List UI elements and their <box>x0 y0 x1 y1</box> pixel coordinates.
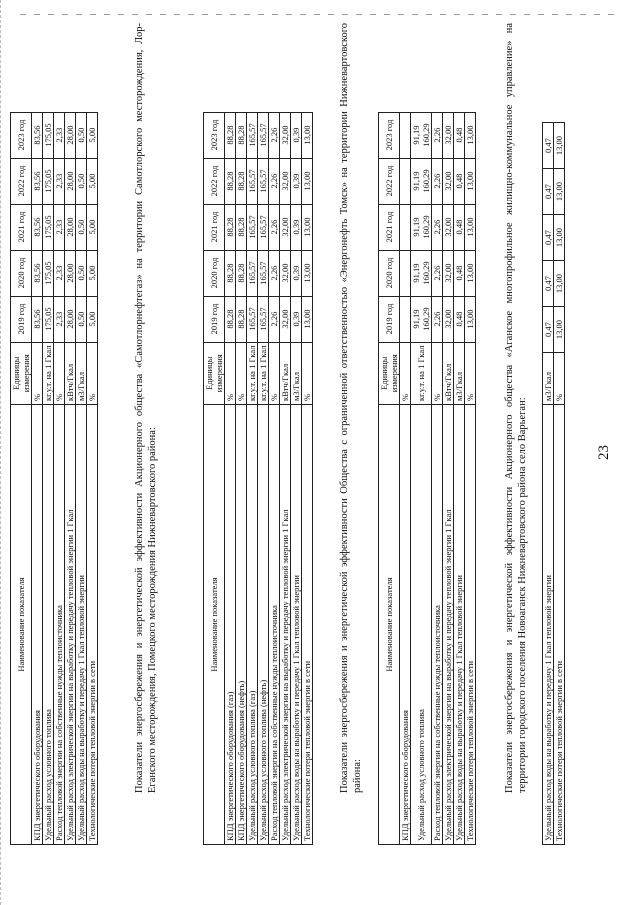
indicator-value: 165,57 <box>258 158 269 204</box>
indicator-value: 0,48 <box>454 112 465 158</box>
indicator-value: 2,33 <box>54 158 65 204</box>
indicator-value <box>400 250 411 296</box>
indicator-value: 13,00 <box>465 204 476 250</box>
indicator-value: 13,00 <box>554 169 565 215</box>
page-number: 23 <box>596 445 612 460</box>
indicator-value: 165,57 <box>247 250 258 296</box>
table-row <box>291 112 302 844</box>
indicator-name: Удельный расход электрической энергии на выработку и передачу тепловой энергии 1 Гкал <box>65 405 76 845</box>
indicator-value: 13,00 <box>554 261 565 307</box>
indicator-value <box>400 112 411 158</box>
binding-margin <box>20 14 620 15</box>
indicator-value: 0,48 <box>454 250 465 296</box>
indicator-value: 13,00 <box>554 215 565 261</box>
column-header-year: 2023 год <box>204 112 225 158</box>
indicator-unit: % <box>432 342 443 404</box>
table-header-row <box>379 112 400 844</box>
indicator-value: 165,57 <box>258 112 269 158</box>
column-header-unit: Единицы измерения <box>11 342 32 404</box>
indicator-value: 88,28 <box>236 112 247 158</box>
indicator-name: Удельный расход условного топлива (нефть) <box>258 405 269 845</box>
table-row <box>443 112 454 844</box>
indicator-value: 165,57 <box>247 204 258 250</box>
indicator-value: 91,19 160,29 <box>411 112 432 158</box>
indicator-value: 28,00 <box>65 250 76 296</box>
indicator-value: 88,28 <box>225 158 236 204</box>
indicator-value: 91,19 160,29 <box>411 204 432 250</box>
indicator-name: Удельный расход воды на выработку и передачу 1 Гкал тепловой энергии <box>543 405 554 845</box>
indicator-value: 32,00 <box>443 296 454 342</box>
column-header-year: 2022 год <box>379 158 400 204</box>
indicator-name: Технологические потери тепловой энергии в сети <box>554 405 565 845</box>
indicator-value: 0,50 <box>76 296 87 342</box>
indicator-value: 32,00 <box>280 296 291 342</box>
indicator-value: 2,33 <box>54 204 65 250</box>
indicator-unit: кг.у.т. на 1 Гкал <box>258 342 269 404</box>
indicator-value: 83,56 <box>32 204 43 250</box>
column-header-year: 2019 год <box>204 296 225 342</box>
indicator-name: Технологические потери тепловой энергии в сети <box>302 405 313 845</box>
indicator-value: 2,26 <box>432 204 443 250</box>
indicator-name: Расход тепловой энергии на собственные нужды теплоисточника <box>432 405 443 845</box>
column-header-year: 2020 год <box>11 250 32 296</box>
indicator-value: 0,48 <box>454 158 465 204</box>
indicator-value: 5,00 <box>87 250 98 296</box>
indicator-value: 2,33 <box>54 296 65 342</box>
indicator-unit: м3/Гкал <box>76 342 87 404</box>
table-row <box>225 112 236 844</box>
indicator-unit: % <box>554 353 565 405</box>
indicator-value: 5,00 <box>87 296 98 342</box>
indicator-value: 5,00 <box>87 112 98 158</box>
indicator-value: 13,00 <box>465 296 476 342</box>
column-header-year: 2021 год <box>379 204 400 250</box>
table-row <box>247 112 258 844</box>
indicator-name: Расход тепловой энергии на собственные нужды теплоисточника <box>54 405 65 845</box>
indicator-value: 0,48 <box>454 296 465 342</box>
indicator-unit: % <box>269 342 280 404</box>
indicator-value: 83,56 <box>32 112 43 158</box>
table-row <box>400 112 411 844</box>
indicator-name: Удельный расход условного топлива <box>411 405 432 845</box>
indicator-name: КПД энергетического оборудования (нефть) <box>236 405 247 845</box>
indicator-value: 165,57 <box>258 250 269 296</box>
table-row <box>76 112 87 844</box>
column-header-year: 2020 год <box>379 250 400 296</box>
indicator-name: Удельный расход электрической энергии на выработку и передачу тепловой энергии 1 Гкал <box>280 405 291 845</box>
indicator-value: 28,00 <box>65 296 76 342</box>
indicator-value: 88,28 <box>236 204 247 250</box>
section-heading-samotlor: Показатели энергосбережения и энергетической эффективности Акционерного общества «Самотлорнефтегаз» на территории Самотлорского месторождения, Лор-Еганского месторождения, Помецкого месторождения Нижневартовского района: <box>134 23 158 793</box>
indicator-name: КПД энергетического оборудования <box>400 405 411 845</box>
indicator-name: Удельный расход условного топлива <box>43 405 54 845</box>
table-row <box>87 112 98 844</box>
indicator-value: 0,47 <box>543 307 554 353</box>
indicator-value: 88,28 <box>225 296 236 342</box>
indicator-unit: % <box>87 342 98 404</box>
column-header-unit: Единицы измерения <box>379 342 400 404</box>
indicator-value: 13,00 <box>465 112 476 158</box>
indicator-value: 13,00 <box>465 158 476 204</box>
indicator-value: 88,28 <box>236 250 247 296</box>
indicator-value: 13,00 <box>302 112 313 158</box>
indicator-value: 13,00 <box>465 250 476 296</box>
indicator-value: 88,28 <box>225 112 236 158</box>
column-header-year: 2019 год <box>11 296 32 342</box>
indicator-unit: кг.у.т. на 1 Гкал <box>411 342 432 404</box>
table-row <box>454 112 465 844</box>
column-header-year: 2020 год <box>204 250 225 296</box>
indicator-value: 0,47 <box>543 169 554 215</box>
indicator-value: 0,50 <box>76 158 87 204</box>
indicator-value: 28,00 <box>65 112 76 158</box>
indicator-value: 88,28 <box>225 204 236 250</box>
table-row <box>236 112 247 844</box>
indicator-value: 0,39 <box>291 296 302 342</box>
table-row <box>54 112 65 844</box>
indicators-table-energoneft <box>203 112 313 845</box>
column-header-year: 2019 год <box>379 296 400 342</box>
indicator-value: 0,39 <box>291 250 302 296</box>
indicators-table-aganskoe <box>378 112 476 845</box>
indicator-unit: % <box>32 342 43 404</box>
indicator-value: 0,47 <box>543 123 554 169</box>
indicator-value: 165,57 <box>247 296 258 342</box>
indicator-value: 2,26 <box>432 250 443 296</box>
indicator-value: 32,00 <box>443 112 454 158</box>
indicator-value: 175,05 <box>43 112 54 158</box>
indicator-value: 2,26 <box>432 158 443 204</box>
table-row <box>432 112 443 844</box>
table-row <box>465 112 476 844</box>
table-row <box>411 112 432 844</box>
table-row <box>302 112 313 844</box>
indicator-value: 165,57 <box>258 204 269 250</box>
table-header-row <box>204 112 225 844</box>
indicator-value: 13,00 <box>302 296 313 342</box>
indicator-value: 0,50 <box>76 112 87 158</box>
table-header-row <box>11 112 32 844</box>
indicator-value: 0,50 <box>76 250 87 296</box>
indicator-value: 88,28 <box>225 250 236 296</box>
table-row <box>269 112 280 844</box>
indicator-value: 0,39 <box>291 112 302 158</box>
indicator-value: 88,28 <box>236 158 247 204</box>
section-heading-aganskoe: Показатели энергосбережения и энергетической эффективности Акционерного общества «Аганское многопрофильное жилищно-коммунальное управление» на территории городского поселения Новоаганск Нижневартовского района село Варьеган: <box>504 23 528 793</box>
indicator-value: 5,00 <box>87 158 98 204</box>
indicator-unit: кВтч/Гкал <box>280 342 291 404</box>
section-heading-energoneft: Показатели энергосбережения и энергетической эффективности Общества с ограниченной ответственностью «Энергонефть Томск» на территории Нижневартовского района: <box>339 23 363 793</box>
indicator-name: Удельный расход условного топлива (газ) <box>247 405 258 845</box>
indicator-value: 0,39 <box>291 204 302 250</box>
indicator-unit: % <box>400 342 411 404</box>
table-row <box>32 112 43 844</box>
indicator-value: 13,00 <box>302 204 313 250</box>
indicator-value: 0,48 <box>454 204 465 250</box>
indicator-name: Технологические потери тепловой энергии в сети <box>465 405 476 845</box>
indicator-value: 0,47 <box>543 261 554 307</box>
indicator-value: 2,33 <box>54 112 65 158</box>
indicator-unit: % <box>225 342 236 404</box>
column-header-year: 2021 год <box>11 204 32 250</box>
indicators-table-samotlor <box>10 112 98 845</box>
indicator-unit: % <box>302 342 313 404</box>
indicator-value: 165,57 <box>247 112 258 158</box>
indicator-value: 13,00 <box>302 158 313 204</box>
indicator-unit: % <box>236 342 247 404</box>
indicator-value: 13,00 <box>554 123 565 169</box>
indicator-value: 175,05 <box>43 250 54 296</box>
table-row <box>65 112 76 844</box>
indicator-name: Расход тепловой энергии на собственные нужды теплоисточника <box>269 405 280 845</box>
column-header-name: Наименование показателя <box>11 405 32 845</box>
table-row <box>554 123 565 845</box>
indicator-unit: м3/Гкал <box>543 353 554 405</box>
indicator-value: 2,26 <box>269 250 280 296</box>
indicator-value: 0,50 <box>76 204 87 250</box>
table-row <box>43 112 54 844</box>
indicator-value: 32,00 <box>280 250 291 296</box>
indicator-value: 28,00 <box>65 158 76 204</box>
indicator-value: 2,26 <box>432 112 443 158</box>
indicator-name: Технологические потери тепловой энергии в сети <box>87 405 98 845</box>
indicator-value: 91,19 160,29 <box>411 250 432 296</box>
table-row <box>280 112 291 844</box>
indicator-value: 2,26 <box>269 204 280 250</box>
indicator-name: КПД энергетического оборудования (газ) <box>225 405 236 845</box>
indicator-value: 175,05 <box>43 204 54 250</box>
column-header-year: 2022 год <box>204 158 225 204</box>
indicator-unit: кг.у.т. на 1 Гкал <box>43 342 54 404</box>
indicator-value: 5,00 <box>87 204 98 250</box>
indicator-value <box>400 204 411 250</box>
indicator-value: 165,57 <box>247 158 258 204</box>
table-row <box>258 112 269 844</box>
scan-edge <box>0 0 7 905</box>
indicator-value: 32,00 <box>280 204 291 250</box>
indicator-value: 175,05 <box>43 158 54 204</box>
indicator-name: КПД энергетического оборудования <box>32 405 43 845</box>
indicator-value: 2,26 <box>269 296 280 342</box>
indicator-value: 32,00 <box>280 158 291 204</box>
indicator-value: 2,33 <box>54 250 65 296</box>
indicator-unit: кг.у.т. на 1 Гкал <box>247 342 258 404</box>
indicator-value: 83,56 <box>32 250 43 296</box>
indicator-value: 2,26 <box>269 158 280 204</box>
indicator-value: 32,00 <box>443 158 454 204</box>
table-row <box>543 123 554 845</box>
indicator-name: Удельный расход электрической энергии на выработку и передачу тепловой энергии 1 Гкал <box>443 405 454 845</box>
indicator-name: Удельный расход воды на выработку и передачу 1 Гкал тепловой энергии <box>291 405 302 845</box>
indicator-value: 32,00 <box>443 204 454 250</box>
indicator-unit: % <box>54 342 65 404</box>
indicator-value: 91,19 160,29 <box>411 296 432 342</box>
indicator-value: 32,00 <box>280 112 291 158</box>
column-header-name: Наименование показателя <box>379 405 400 845</box>
indicator-unit: кВтч/Гкал <box>65 342 76 404</box>
column-header-year: 2023 год <box>11 112 32 158</box>
indicator-value: 165,57 <box>258 296 269 342</box>
indicator-name: Удельный расход воды на выработку и передачу 1 Гкал тепловой энергии <box>76 405 87 845</box>
indicator-unit: кВтч/Гкал <box>443 342 454 404</box>
column-header-year: 2023 год <box>379 112 400 158</box>
continuation-table <box>542 122 565 845</box>
indicator-unit: м3/Гкал <box>454 342 465 404</box>
indicator-unit: м3/Гкал <box>291 342 302 404</box>
indicator-unit: % <box>465 342 476 404</box>
indicator-value: 32,00 <box>443 250 454 296</box>
column-header-unit: Единицы измерения <box>204 342 225 404</box>
column-header-year: 2022 год <box>11 158 32 204</box>
indicator-value: 0,39 <box>291 158 302 204</box>
indicator-value <box>400 158 411 204</box>
indicator-value: 2,26 <box>432 296 443 342</box>
indicator-value <box>400 296 411 342</box>
indicator-value: 28,00 <box>65 204 76 250</box>
indicator-value: 91,19 160,29 <box>411 158 432 204</box>
indicator-value: 83,56 <box>32 296 43 342</box>
column-header-name: Наименование показателя <box>204 405 225 845</box>
indicator-value: 83,56 <box>32 158 43 204</box>
indicator-value: 175,05 <box>43 296 54 342</box>
indicator-name: Удельный расход воды на выработку и передачу 1 Гкал тепловой энергии <box>454 405 465 845</box>
indicator-value: 13,00 <box>554 307 565 353</box>
indicator-value: 88,28 <box>236 296 247 342</box>
indicator-value: 0,47 <box>543 215 554 261</box>
indicator-value: 2,26 <box>269 112 280 158</box>
indicator-value: 13,00 <box>302 250 313 296</box>
column-header-year: 2021 год <box>204 204 225 250</box>
